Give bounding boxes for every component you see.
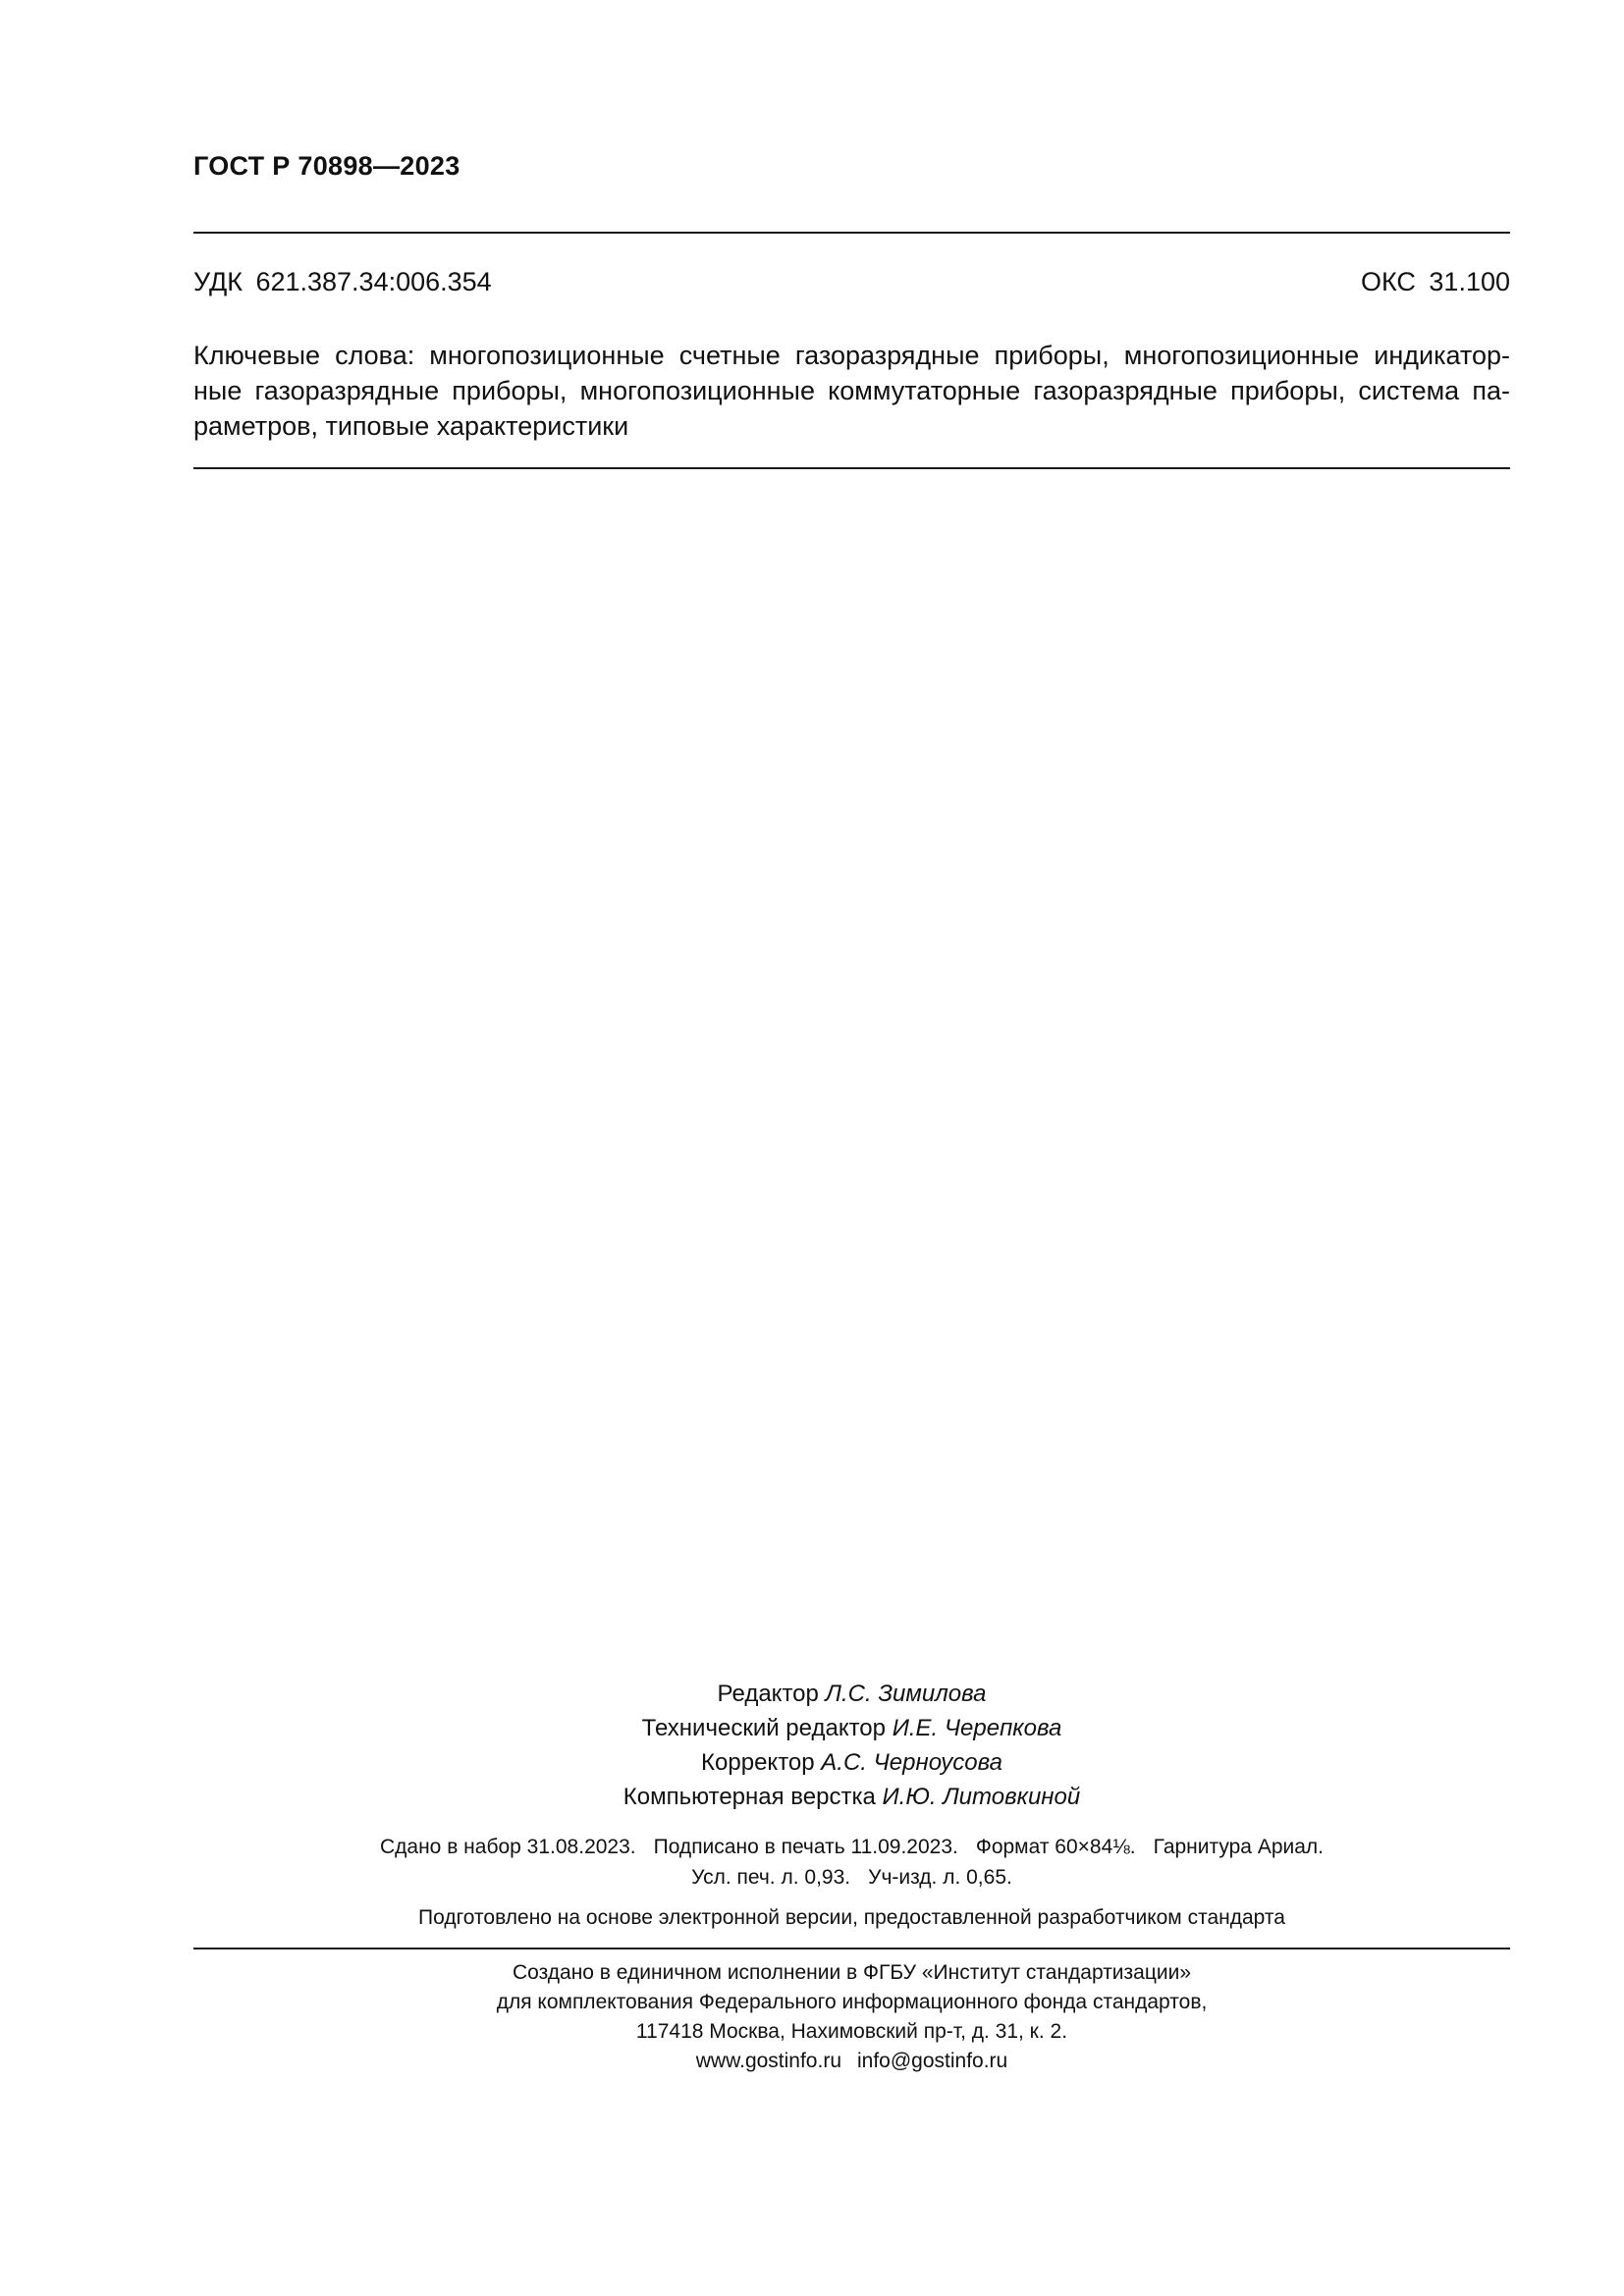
oks-code: ОКС 31.100 <box>1360 267 1510 296</box>
edit-sheets: Уч-изд. л. 0,65. <box>868 1866 1012 1889</box>
credit-name: Л.С. Зимилова <box>825 1681 987 1707</box>
credit-editor <box>193 1677 1510 1711</box>
credit-name: А.С. Черноусова <box>821 1749 1002 1776</box>
credit-role: Корректор <box>701 1749 815 1776</box>
footer-divider <box>193 1948 1510 1949</box>
paper-format: Формат 60×84⅛. <box>975 1836 1136 1858</box>
credit-proofreader <box>193 1745 1510 1780</box>
keywords-line: ные газоразрядные приборы, многопозиционные коммутаторные газоразрядные приборы, система па- <box>193 376 1510 405</box>
top-divider <box>193 232 1510 234</box>
udk-code: УДК 621.387.34:006.354 <box>193 267 492 296</box>
credit-layout <box>193 1780 1510 1814</box>
credit-role: Редактор <box>717 1681 819 1707</box>
email-link[interactable]: info@gostinfo.ru <box>857 2050 1008 2072</box>
typeface: Гарнитура Ариал. <box>1153 1836 1324 1858</box>
submitted-date: Сдано в набор 31.08.2023. <box>379 1836 636 1858</box>
credit-name: И.Е. Черепкова <box>892 1715 1062 1741</box>
publisher-footer <box>193 1958 1510 2076</box>
website-link[interactable]: www.gostinfo.ru <box>695 2050 841 2072</box>
credits-block <box>193 1677 1510 1814</box>
print-sheets: Усл. печ. л. 0,93. <box>691 1866 851 1889</box>
footer-contacts <box>193 2047 1510 2076</box>
keywords-line: Ключевые слова: многопозиционные счетные газоразрядные приборы, многопозиционные индикатор- <box>193 341 1510 370</box>
keywords-line: раметров, типовые характеристики <box>193 411 629 441</box>
publication-info <box>193 1832 1510 1893</box>
credit-role: Технический редактор <box>641 1715 887 1741</box>
credit-name: И.Ю. Литовкиной <box>882 1784 1081 1810</box>
keywords-divider <box>193 467 1510 469</box>
credit-tech-editor <box>193 1711 1510 1745</box>
document-code: ГОСТ Р 70898—2023 <box>193 151 460 181</box>
footer-line: для комплектования Федерального информационного фонда стандартов, <box>496 1991 1208 2013</box>
footer-line: Создано в единичном исполнении в ФГБУ «Институт стандартизации» <box>512 1961 1192 1984</box>
keywords-block <box>193 338 1510 444</box>
credit-role: Компьютерная верстка <box>623 1784 876 1810</box>
publication-line-1 <box>193 1832 1510 1862</box>
signed-date: Подписано в печать 11.09.2023. <box>653 1836 958 1858</box>
prepared-note: Подготовлено на основе электронной версии, предоставленной разработчиком стандарта <box>418 1906 1285 1929</box>
publication-line-2 <box>193 1862 1510 1893</box>
footer-line: 117418 Москва, Нахимовский пр-т, д. 31, к. 2. <box>635 2020 1068 2043</box>
